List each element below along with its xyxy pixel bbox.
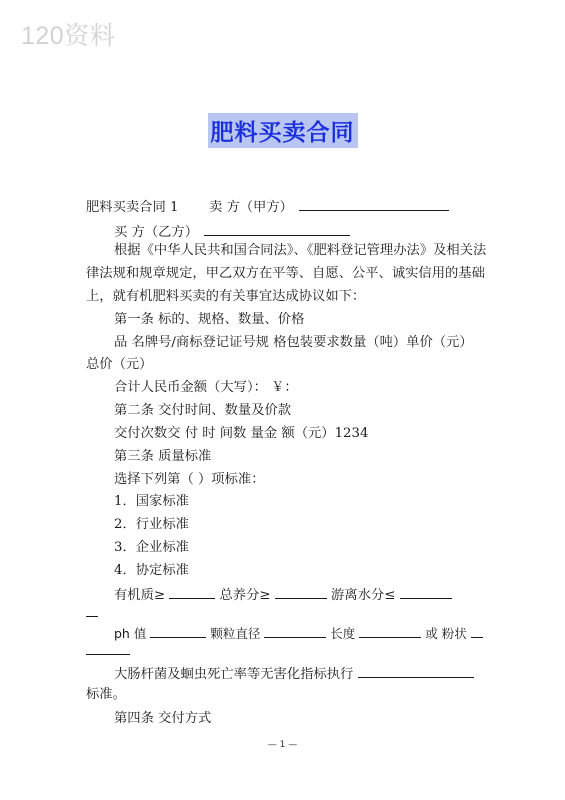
ph-label: ph 值 [114,626,147,641]
article1-total: 合计人民币金额（大写）： ￥： [114,380,298,395]
article1-columns: 品 名牌号/商标登记证号规 格包装要求数量（吨）单价（元） [114,335,473,350]
organic-label: 有机质≥ [114,588,166,603]
powder-label: 或 粉状 [425,626,467,641]
buyer-label: 买 方（乙方） [114,225,199,240]
moisture-label: 游离水分≤ [331,588,396,603]
quality-line-2 [114,625,483,642]
seller-field[interactable] [299,198,449,211]
powder-field-cont[interactable] [86,642,130,655]
nutrient-field[interactable] [275,586,327,599]
document-title: 肥料买卖合同 [208,113,358,148]
preamble-line-1: 根据《中华人民共和国合同法》、《肥料登记管理办法》及相关法 [114,243,487,258]
harmless-field[interactable] [358,665,474,678]
watermark: 120资料 [21,22,116,50]
article1-heading: 第一条 标的、规格、数量、价格 [114,312,305,327]
particle-field[interactable] [264,625,326,638]
ph-field[interactable] [150,625,206,638]
harmless-line [114,665,474,683]
header-line-buyer [114,223,350,241]
moisture-field[interactable] [400,586,452,599]
preamble-line-2: 律法规和规章规定，甲乙双方在平等、自愿、公平、诚实信用的基础 [86,266,485,281]
standard-option-4: 4．协定标准 [114,563,189,578]
standard-option-1: 1．国家标准 [114,494,189,509]
page-number: — 1 — [267,740,298,750]
standard-option-3: 3．企业标准 [114,540,189,555]
header-line-seller [86,198,449,216]
article2-columns: 交付次数交 付 时 间数 量金 额（元）1234 [114,426,369,441]
quality-line-2-cont [86,642,130,660]
standard-suffix: 标准。 [86,687,126,702]
length-label: 长度 [330,626,356,641]
standard-option-2: 2．行业标准 [114,517,189,532]
buyer-field[interactable] [204,223,350,236]
preamble-line-3: 上，就有机肥料买卖的有关事宜达成协议如下： [86,289,366,304]
seller-label: 卖 方（甲方） [208,200,293,215]
quality-line-1-cont [86,604,98,622]
article3-heading: 第三条 质量标准 [114,449,212,464]
article3-choose: 选择下列第（ ）项标准： [114,472,265,487]
nutrient-label: 总养分≥ [219,588,271,603]
moisture-field-cont[interactable] [86,604,98,617]
quality-line-1 [114,586,452,604]
article4-heading: 第四条 交付方式 [114,711,212,726]
harmless-label: 大肠杆菌及蛔虫死亡率等无害化指标执行 [114,667,354,682]
article1-columns-cont: 总价（元） [86,357,153,372]
organic-field[interactable] [169,586,215,599]
article2-heading: 第二条 交付时间、数量及价款 [114,403,292,418]
length-field[interactable] [359,625,421,638]
particle-label: 颗粒直径 [210,626,261,641]
powder-field[interactable] [471,625,483,638]
contract-number: 肥料买卖合同 1 [86,200,179,215]
